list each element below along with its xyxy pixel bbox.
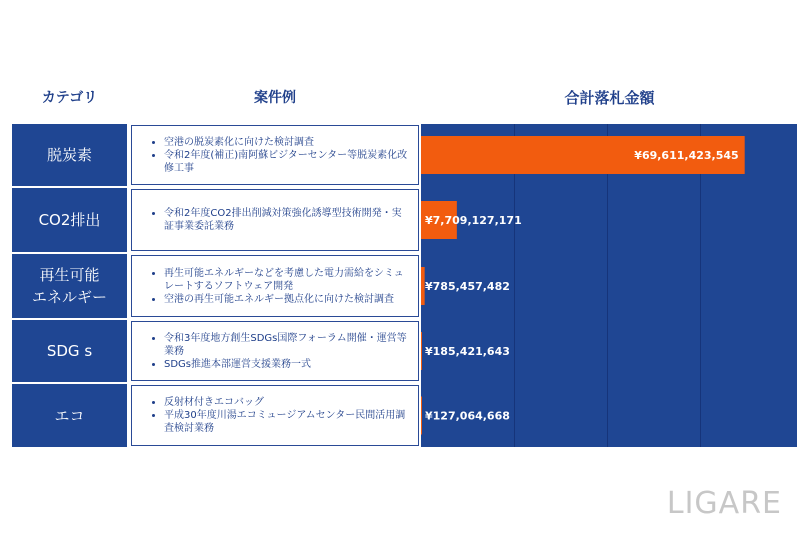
header-amount: 合計落札金額 bbox=[564, 89, 655, 107]
category-label: 脱炭素 bbox=[46, 146, 92, 164]
ligare-logo: LIGARE bbox=[666, 486, 782, 521]
case-cell bbox=[131, 125, 419, 185]
case-item: • 空港の再生可能エネルギー拠点化に向けた検討調査 bbox=[164, 293, 410, 306]
bar-value-label: ¥185,421,643 bbox=[425, 345, 510, 358]
bar bbox=[421, 332, 422, 370]
case-list bbox=[146, 267, 410, 306]
case-list bbox=[146, 207, 410, 233]
bar-value-label: ¥7,709,127,171 bbox=[425, 214, 522, 227]
header-category: カテゴリ bbox=[41, 90, 98, 106]
case-item: • 令和2年度(補正)南阿蘇ビジターセンター等脱炭素化改修工事 bbox=[164, 149, 410, 175]
bar-value-label: ¥127,064,668 bbox=[425, 409, 510, 423]
bar-value-label: ¥785,457,482 bbox=[425, 280, 510, 293]
bar bbox=[421, 397, 422, 435]
category-label: エコ bbox=[54, 406, 85, 425]
category-cell bbox=[12, 320, 127, 382]
case-list bbox=[146, 332, 410, 371]
case-item: • 空港の脱炭素化に向けた検討調査 bbox=[164, 136, 410, 149]
case-cell bbox=[131, 189, 419, 251]
category-cell bbox=[12, 254, 127, 318]
case-cell bbox=[131, 321, 419, 381]
category-label: CO2排出 bbox=[38, 211, 101, 229]
header-cases: 案件例 bbox=[254, 90, 296, 106]
case-item: • SDGs推進本部運営支援業務一式 bbox=[164, 358, 410, 371]
case-item: • 平成30年度川湯エコミュージアムセンター民間活用調査検討業務 bbox=[164, 409, 410, 435]
case-item: • 令和2年度CO2排出削減対策強化誘導型技術開発・実証事業委託業務 bbox=[164, 207, 410, 233]
category-cell bbox=[12, 124, 127, 186]
case-list bbox=[146, 136, 410, 175]
case-cell bbox=[131, 385, 419, 446]
case-list bbox=[146, 396, 410, 435]
category-label: SDG s bbox=[46, 342, 93, 360]
bar-chart bbox=[421, 124, 797, 447]
bar-value-label: ¥69,611,423,545 bbox=[634, 149, 739, 162]
category-cell bbox=[12, 384, 127, 447]
case-item: • 令和3年度地方創生SDGs国際フォーラム開催・運営等業務 bbox=[164, 332, 410, 358]
case-cell bbox=[131, 255, 419, 317]
category-cell bbox=[12, 188, 127, 252]
case-item: • 反射材付きエコバッグ bbox=[164, 396, 410, 409]
chart-panel bbox=[421, 124, 797, 447]
category-label: 再生可能 エネルギー bbox=[31, 266, 107, 306]
case-item: • 再生可能エネルギーなどを考慮した電力需給をシミュレートするソフトウェア開発 bbox=[164, 267, 410, 293]
